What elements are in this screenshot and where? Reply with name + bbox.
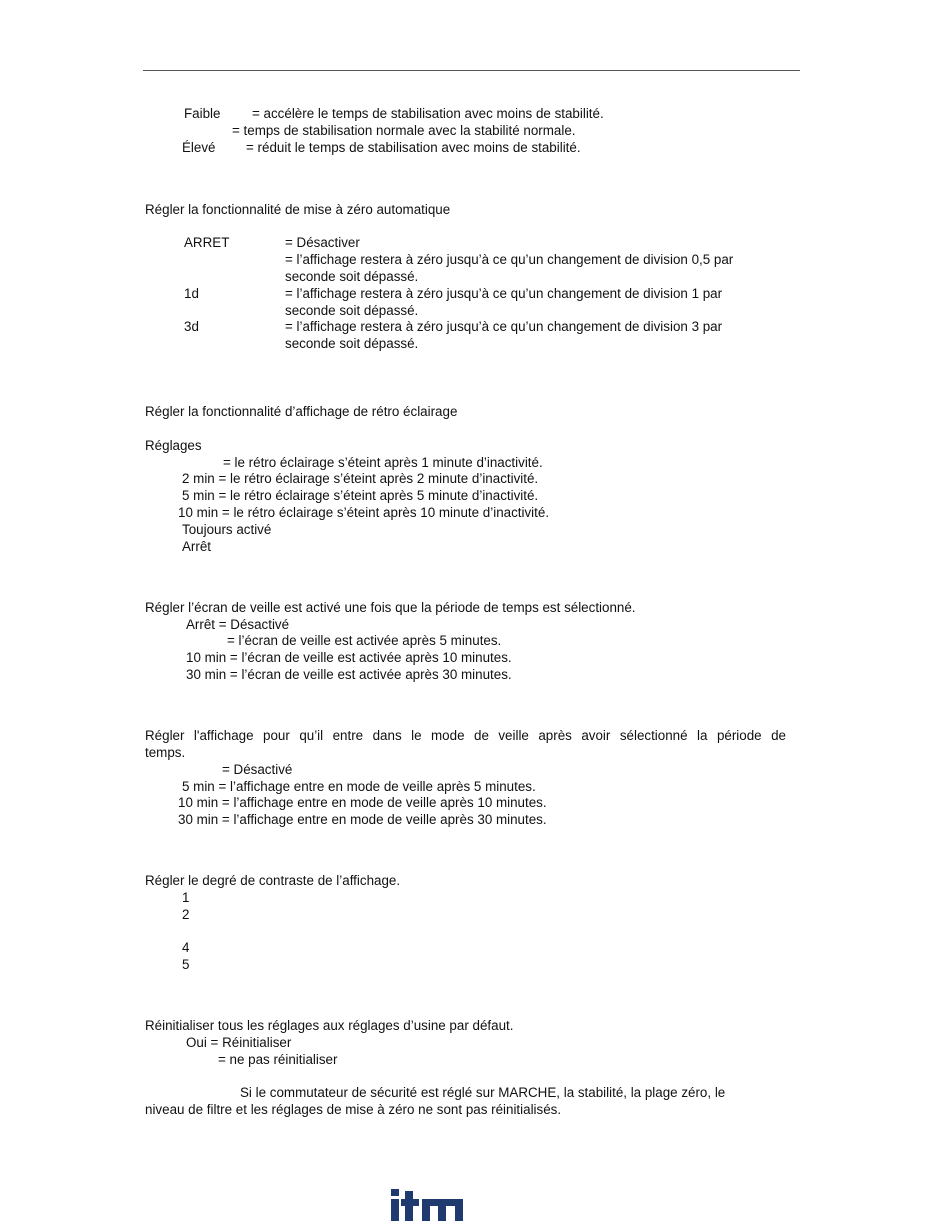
backlight-line-3: 5 min = le rétro éclairage s’éteint après 5 minute d’inactivité.	[182, 488, 539, 503]
screensaver-line-4: 30 min = l’écran de veille est activée après 30 minutes.	[186, 667, 512, 682]
autozero-1d-line1: = l’affichage restera à zéro jusqu’à ce qu’un changement de division 1 par	[285, 286, 723, 301]
autozero-off-key: ARRET	[184, 235, 230, 250]
sleep-line-1: = Désactivé	[222, 762, 293, 777]
screensaver-line-1: Arrêt = Désactivé	[186, 617, 290, 632]
sleep-heading-line1: Régler l'affichage pour qu’il entre dans le mode de veille après avoir sélectionné la période de	[145, 728, 786, 743]
backlight-line-2: 2 min = le rétro éclairage s’éteint après 2 minute d’inactivité.	[182, 471, 539, 486]
contrast-value-1: 1	[182, 890, 190, 905]
reset-heading: Réinitialiser tous les réglages aux réglages d’usine par défaut.	[145, 1018, 514, 1033]
autozero-3d-line1: = l’affichage restera à zéro jusqu’à ce qu’un changement de division 3 par	[285, 319, 723, 334]
sleep-line-3: 10 min = l’affichage entre en mode de veille après 10 minutes.	[178, 795, 547, 810]
autozero-1d-line2: seconde soit dépassé.	[285, 303, 419, 318]
autozero-half-line1-text: = l’affichage restera à zéro jusqu’à ce qu’un changement de division 0,5 par	[285, 252, 734, 267]
reset-line-2: = ne pas réinitialiser	[218, 1052, 338, 1067]
stability-high-text: = réduit le temps de stabilisation avec moins de stabilité.	[246, 140, 581, 155]
reset-note-line1: Si le commutateur de sécurité est réglé sur MARCHE, la stabilité, la plage zéro, le	[240, 1085, 726, 1100]
stability-low-key: Faible	[184, 106, 221, 121]
stability-low-text: = accélère le temps de stabilisation avec moins de stabilité.	[252, 106, 604, 121]
autozero-half-line2: seconde soit dépassé.	[285, 269, 419, 284]
backlight-line-5: Toujours activé	[182, 522, 272, 537]
backlight-line-1: = le rétro éclairage s’éteint après 1 minute d’inactivité.	[223, 455, 543, 470]
contrast-value-5: 5	[182, 957, 190, 972]
sleep-line-4: 30 min = l’affichage entre en mode de veille après 30 minutes.	[178, 812, 547, 827]
sleep-heading-line2: temps.	[145, 745, 186, 760]
autozero-1d-key: 1d	[184, 286, 199, 301]
backlight-line-4: 10 min = le rétro éclairage s’éteint après 10 minute d’inactivité.	[178, 505, 550, 520]
reset-line-1: Oui = Réinitialiser	[186, 1035, 292, 1050]
stability-high-key: Élevé	[182, 140, 216, 155]
screensaver-line-2: = l’écran de veille est activée après 5 minutes.	[227, 633, 502, 648]
backlight-heading: Régler la fonctionnalité d’affichage de rétro éclairage	[145, 404, 458, 419]
screensaver-heading: Régler l’écran de veille est activé une fois que la période de temps est sélectionné.	[145, 600, 636, 615]
autozero-3d-line2: seconde soit dépassé.	[285, 336, 419, 351]
backlight-line-6: Arrêt	[182, 539, 212, 554]
contrast-value-4: 4	[182, 940, 190, 955]
autozero-3d-key: 3d	[184, 319, 199, 334]
contrast-heading: Régler le degré de contraste de l’affichage.	[145, 873, 401, 888]
sleep-line-2: 5 min = l’affichage entre en mode de veille après 5 minutes.	[182, 779, 536, 794]
autozero-half-line1	[285, 251, 786, 268]
itm-logo-icon	[389, 1188, 465, 1222]
autozero-off-text: = Désactiver	[285, 235, 360, 250]
backlight-subheading: Réglages	[145, 438, 202, 453]
header-rule	[143, 70, 800, 71]
screensaver-line-3: 10 min = l’écran de veille est activée après 10 minutes.	[186, 650, 512, 665]
reset-note-line2: niveau de filtre et les réglages de mise à zéro ne sont pas réinitialisés.	[145, 1102, 562, 1117]
stability-normal-text: = temps de stabilisation normale avec la stabilité normale.	[232, 123, 576, 138]
autozero-heading: Régler la fonctionnalité de mise à zéro automatique	[145, 202, 451, 217]
contrast-value-2: 2	[182, 907, 190, 922]
